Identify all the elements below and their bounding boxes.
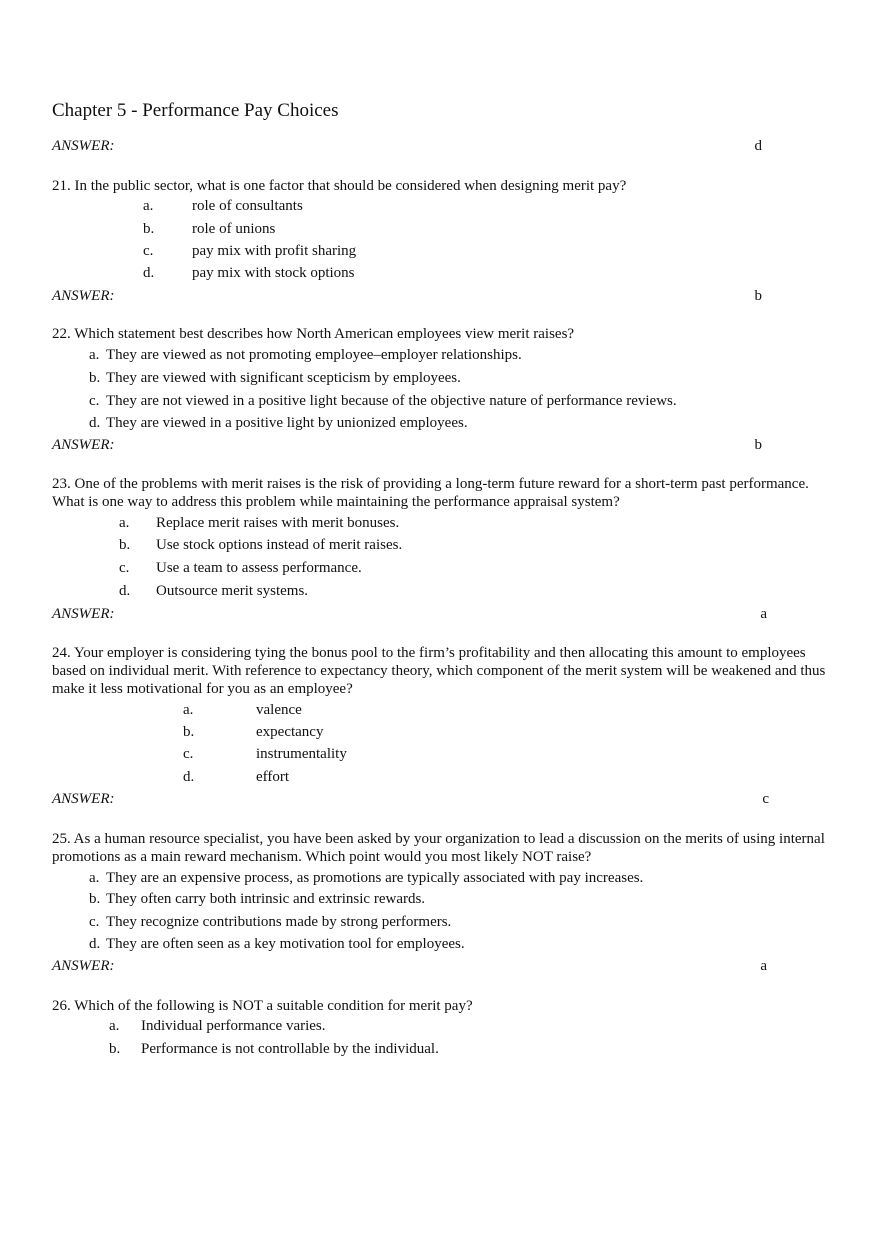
option-text: expectancy	[256, 724, 324, 740]
option-letter: d.	[143, 265, 155, 281]
answer-value: a	[760, 606, 767, 622]
option-letter: a.	[89, 347, 100, 363]
option-letter: a.	[143, 198, 154, 214]
answer-label: ANSWER:	[52, 958, 115, 974]
option-text: Outsource merit systems.	[156, 583, 309, 599]
option-letter: d.	[89, 936, 101, 952]
option-letter: c.	[89, 393, 100, 409]
option-letter: b.	[109, 1041, 121, 1057]
option-letter: c.	[119, 560, 130, 576]
option-letter: b.	[89, 891, 101, 907]
option-text: They are often seen as a key motivation tool for employees.	[106, 936, 465, 952]
answer-label: ANSWER:	[52, 437, 115, 453]
option-text: They recognize contributions made by strong performers.	[106, 914, 452, 930]
option-letter: a.	[89, 870, 100, 886]
question-text: 22. Which statement best describes how North American employees view merit raises?	[52, 326, 575, 342]
option-text: They are not viewed in a positive light because of the objective nature of performance reviews.	[106, 393, 677, 409]
option-letter: c.	[143, 243, 154, 259]
option-letter: d.	[183, 769, 195, 785]
option-letter: a.	[119, 515, 130, 531]
option-text: They are an expensive process, as promotions are typically associated with pay increases.	[106, 870, 644, 886]
option-letter: b.	[119, 537, 131, 553]
option-text: They are viewed in a positive light by unionized employees.	[106, 415, 468, 431]
option-letter: b.	[143, 221, 155, 237]
option-text: Individual performance varies.	[141, 1018, 326, 1034]
option-text: They are viewed with significant scepticism by employees.	[106, 370, 461, 386]
option-text: role of unions	[192, 221, 276, 237]
option-letter: d.	[89, 415, 101, 431]
answer-value: b	[754, 288, 762, 304]
answer-label: ANSWER:	[52, 288, 115, 304]
answer-value: d	[754, 138, 762, 154]
option-text: effort	[256, 769, 290, 785]
answer-value: a	[760, 958, 767, 974]
question-text: 24. Your employer is considering tying the bonus pool to the firm’s profitability and then allocating this amount to employees based on individual merit. With reference to expectancy theory, which component of the merit system will be weakened and thus make it less motivational for you as an employee?	[52, 645, 826, 697]
answer-value: c	[762, 791, 769, 807]
page-title: Chapter 5 - Performance Pay Choices	[52, 100, 339, 121]
answer-label: ANSWER:	[52, 791, 115, 807]
question-text: 26. Which of the following is NOT a suitable condition for merit pay?	[52, 998, 473, 1014]
option-text: Use stock options instead of merit raises.	[156, 537, 403, 553]
answer-label: ANSWER:	[52, 138, 115, 154]
option-letter: c.	[89, 914, 100, 930]
option-letter: a.	[109, 1018, 120, 1034]
option-text: Replace merit raises with merit bonuses.	[156, 515, 400, 531]
option-text: pay mix with profit sharing	[192, 243, 357, 259]
option-text: role of consultants	[192, 198, 303, 214]
answer-label: ANSWER:	[52, 606, 115, 622]
option-letter: b.	[183, 724, 195, 740]
option-text: They are viewed as not promoting employee–employer relationships.	[106, 347, 522, 363]
option-letter: a.	[183, 702, 194, 718]
option-text: instrumentality	[256, 746, 347, 762]
question-text: 23. One of the problems with merit raises is the risk of providing a long-term future reward for a short-term past performance. What is one way to address this problem while maintaining the performance appraisal system?	[52, 476, 809, 510]
option-text: valence	[256, 702, 302, 718]
option-text: Use a team to assess performance.	[156, 560, 362, 576]
option-text: They often carry both intrinsic and extrinsic rewards.	[106, 891, 426, 907]
option-letter: b.	[89, 370, 101, 386]
question-text: 25. As a human resource specialist, you have been asked by your organization to lead a discussion on the merits of using internal promotions as a main reward mechanism. Which point would you most likely NOT raise?	[52, 831, 825, 865]
option-text: Performance is not controllable by the individual.	[141, 1041, 439, 1057]
question-text: 21. In the public sector, what is one factor that should be considered when designing merit pay?	[52, 178, 627, 194]
option-letter: d.	[119, 583, 131, 599]
answer-value: b	[754, 437, 762, 453]
option-text: pay mix with stock options	[192, 265, 355, 281]
option-letter: c.	[183, 746, 194, 762]
